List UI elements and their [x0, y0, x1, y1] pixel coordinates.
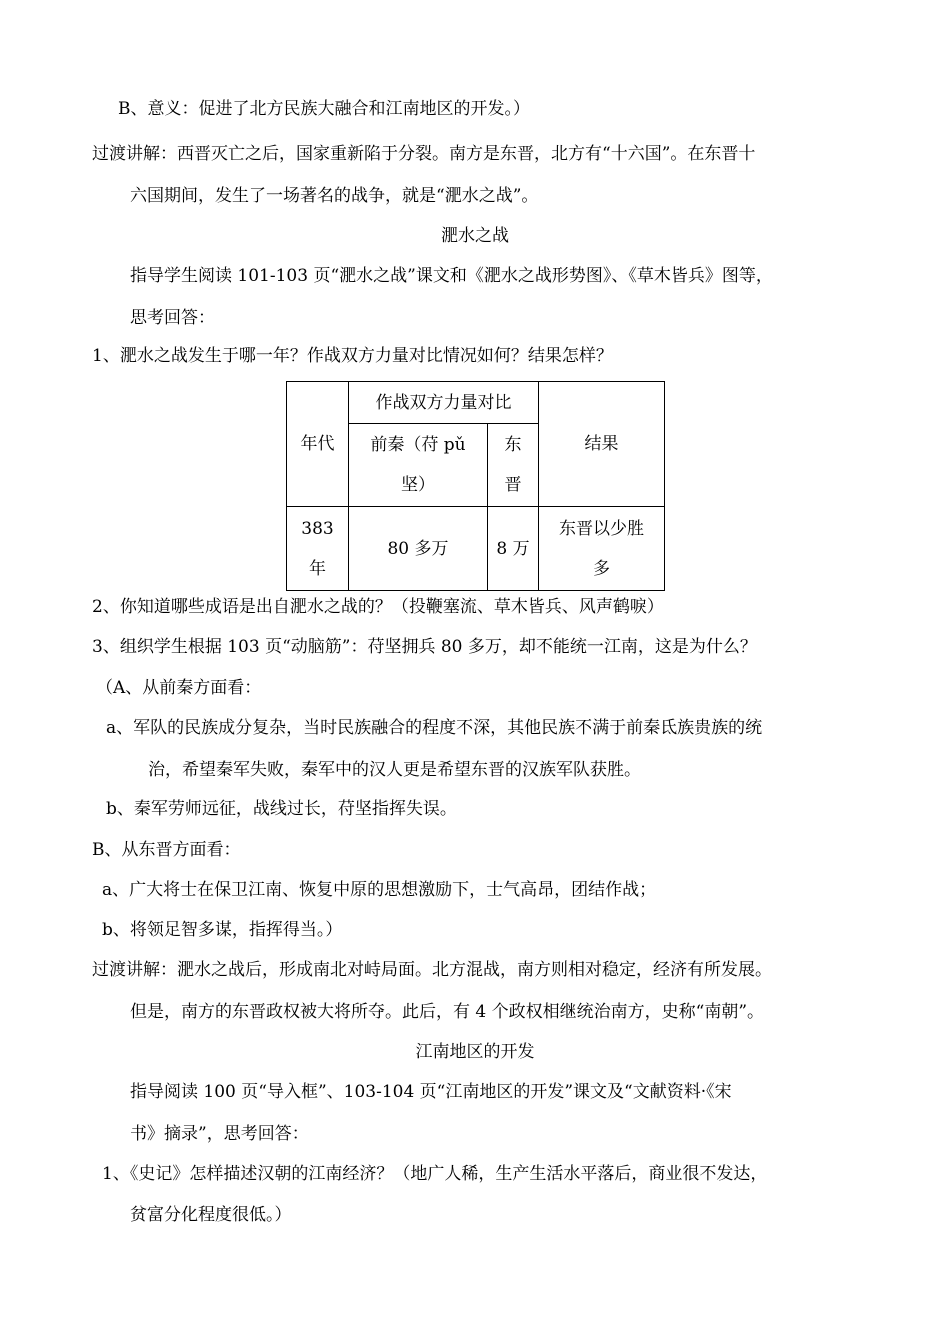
- answer-qin-b: b、秦军劳师远征，战线过长，苻坚指挥失误。: [106, 799, 457, 819]
- answer-qin-a: a、军队的民族成分复杂，当时民族融合的程度不深，其他民族不满于前秦氐族贵族的统: [106, 718, 763, 738]
- cell-result-line2: 多: [593, 558, 610, 579]
- question-shiji: 1、《史记》怎样描述汉朝的江南经济？（地广人稀，生产生活水平落后，商业很不发达，: [102, 1164, 768, 1184]
- paragraph-significance: B、意义：促进了北方民族大融合和江南地区的开发。）: [118, 99, 530, 119]
- header-eastern-jin-line2: 晋: [504, 475, 522, 495]
- answer-qin-heading: （A、从前秦方面看：: [96, 678, 262, 698]
- section-heading-feishui: 淝水之战: [441, 226, 509, 246]
- paragraph-guide-jiangnan: 指导阅读 100 页“导入框”、103-104 页“江南地区的开发”课文及“文献资料·《宋: [130, 1082, 732, 1102]
- header-former-qin: [349, 424, 488, 507]
- cell-former-qin-force: 80 多万: [349, 507, 488, 591]
- paragraph-transition-1-cont: 六国期间，发生了一场著名的战争，就是“淝水之战”。: [130, 186, 539, 206]
- header-force-comparison: 作战双方力量对比: [349, 382, 539, 424]
- answer-jin-a: a、广大将士在保卫江南、恢复中原的思想激励下，士气高昂，团结作战；: [102, 880, 657, 900]
- question-3: 3、组织学生根据 103 页“动脑筋”：苻坚拥兵 80 多万，却不能统一江南，这是为什么？: [92, 637, 757, 657]
- cell-result: [539, 507, 665, 591]
- cell-eastern-jin-force: 8 万: [488, 507, 539, 591]
- question-1: 1、淝水之战发生于哪一年？作战双方力量对比情况如何？结果怎样？: [92, 346, 613, 366]
- section-heading-jiangnan: 江南地区的开发: [415, 1042, 535, 1062]
- header-former-qin-line2: 坚）: [401, 475, 435, 495]
- header-result: 结果: [539, 382, 665, 507]
- cell-year-line2: 年: [309, 558, 326, 579]
- cell-result-line1: 东晋以少胜: [559, 518, 644, 539]
- answer-qin-a-cont: 治，希望秦军失败，秦军中的汉人更是希望东晋的汉族军队获胜。: [148, 760, 641, 780]
- header-eastern-jin: [488, 424, 539, 507]
- header-eastern-jin-line1: 东: [504, 435, 522, 455]
- header-year: 年代: [287, 382, 349, 507]
- cell-year: [287, 507, 349, 591]
- question-2: 2、你知道哪些成语是出自淝水之战的？（投鞭塞流、草木皆兵、风声鹤唳）: [92, 597, 664, 617]
- question-shiji-cont: 贫富分化程度很低。）: [130, 1205, 292, 1225]
- paragraph-guide-reading: 指导学生阅读 101-103 页“淝水之战”课文和《淝水之战形势图》、《草木皆兵》图等，: [130, 266, 773, 286]
- answer-jin-b: b、将领足智多谋，指挥得当。）: [102, 920, 343, 940]
- battle-comparison-table: [286, 381, 665, 591]
- paragraph-transition-1: 过渡讲解：西晋灭亡之后，国家重新陷于分裂。南方是东晋，北方有“十六国”。在东晋十: [92, 144, 756, 164]
- paragraph-transition-2: 过渡讲解：淝水之战后，形成南北对峙局面。北方混战，南方则相对稳定，经济有所发展。: [92, 960, 772, 980]
- paragraph-transition-2-cont: 但是，南方的东晋政权被大将所夺。此后，有 4 个政权相继统治南方，史称“南朝”。: [130, 1002, 765, 1022]
- paragraph-guide-jiangnan-cont: 书》摘录”，思考回答：: [130, 1124, 309, 1144]
- cell-year-line1: 383: [301, 518, 334, 539]
- paragraph-guide-reading-cont: 思考回答：: [130, 308, 215, 328]
- answer-jin-heading: B、从东晋方面看：: [92, 840, 241, 860]
- table-row: [287, 507, 665, 591]
- header-former-qin-line1: 前秦（苻 pǔ: [370, 435, 466, 455]
